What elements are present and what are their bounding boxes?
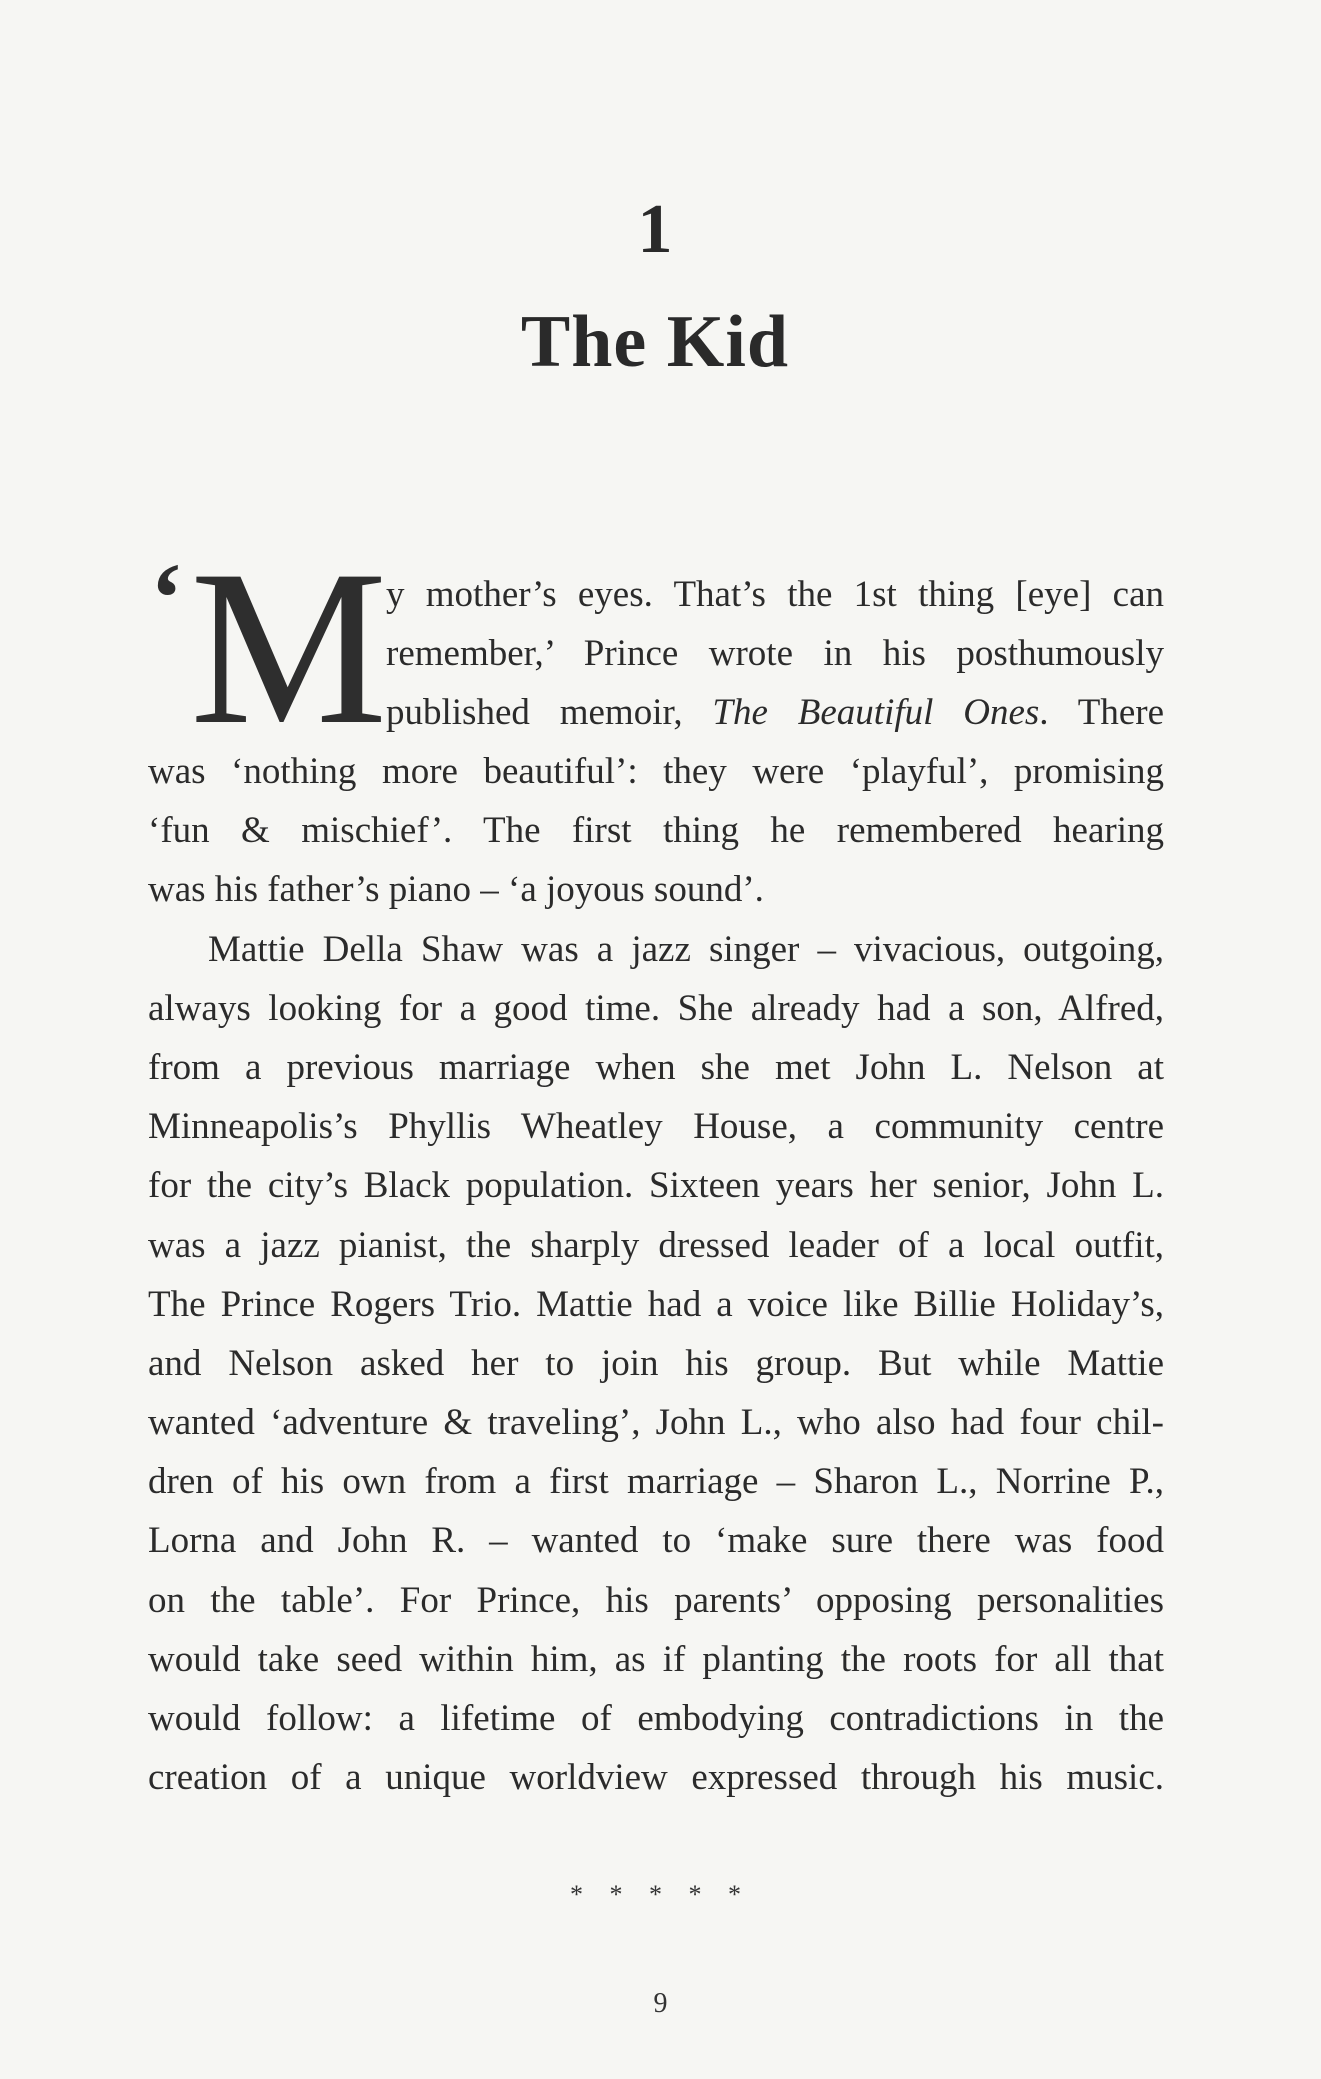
book-title: The Beautiful Ones [712, 692, 1040, 733]
text-line: was a jazz pianist, the sharply dressed leader of a local outfit, [148, 1224, 1164, 1266]
drop-cap: M [190, 525, 388, 771]
text-line: was ‘nothing more beautiful’: they were ‘playful’, promising [148, 751, 1164, 792]
body-text [148, 742, 1164, 1807]
chapter-number: 1 [637, 191, 673, 268]
text-line: would follow: a lifetime of embodying contradictions in the [148, 1698, 1164, 1739]
text-line: was his father’s piano – ‘a joyous sound’. [148, 869, 764, 911]
text-line: always looking for a good time. She already had a son, Alfred, [148, 987, 1164, 1029]
text-line: Mattie Della Shaw was a jazz singer – vivacious, outgoing, [208, 928, 1164, 970]
opening-line: y mother’s eyes. That’s the 1st thing [eye] can [386, 574, 1164, 615]
text-line: wanted ‘adventure & traveling’, John L., who also had four chil- [148, 1402, 1164, 1444]
chapter-title: The Kid [520, 301, 790, 383]
text-line: from a previous marriage when she met John L. Nelson at [148, 1046, 1164, 1088]
opening-lines [386, 565, 1164, 742]
text-line: The Prince Rogers Trio. Mattie had a voice like Billie Holiday’s, [148, 1283, 1164, 1325]
text-line: on the table’. For Prince, his parents’ opposing personalities [148, 1579, 1164, 1621]
text-line: creation of a unique worldview expressed through his music. [148, 1757, 1164, 1799]
section-separator: * * * * * [570, 1880, 751, 1909]
text-line: Minneapolis’s Phyllis Wheatley House, a community centre [148, 1106, 1164, 1148]
opening-line: remember,’ Prince wrote in his posthumously [386, 633, 1164, 674]
text-line: for the city’s Black population. Sixteen years her senior, John L. [148, 1165, 1164, 1207]
text-line: and Nelson asked her to join his group. But while Mattie [148, 1342, 1164, 1384]
text-line: would take seed within him, as if planting the roots for all that [148, 1638, 1164, 1680]
opening-quote-mark: ‘ [150, 542, 184, 653]
text-line: ‘fun & mischief’. The first thing he remembered hearing [148, 810, 1164, 852]
page-number: 9 [653, 1988, 668, 2019]
text-line: dren of his own from a first marriage – Sharon L., Norrine P., [148, 1461, 1164, 1503]
opening-line: published memoir, The Beautiful Ones. There [386, 692, 1164, 733]
text-line: Lorna and John R. – wanted to ‘make sure there was food [148, 1520, 1164, 1562]
